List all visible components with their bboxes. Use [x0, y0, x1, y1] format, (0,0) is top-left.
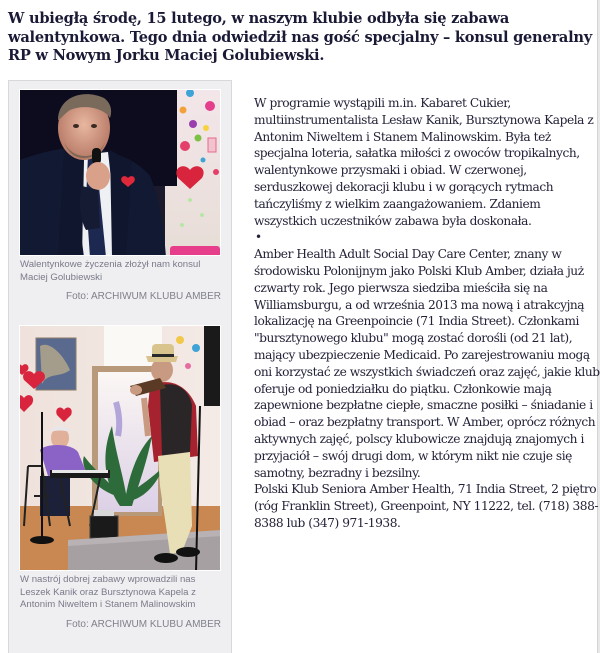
article-lead: W ubiegłą środę, 15 lutego, w naszym klubie odbyła się zabawa walentynkowa. Tego dnia odwiedził nas gość specjalny – konsul generalny RP w Nowym Jorku Maciej Golubiewski.	[8, 10, 592, 64]
article-paragraph-contact: Polski Klub Seniora Amber Health, 71 India Street, 2 piętro (róg Franklin Street), Greenpoint, NY 11222, tel. (718) 388-8388 lub (347) 971-1938.	[254, 482, 599, 530]
article-paragraph-club: Amber Health Adult Social Day Care Center, znany w środowisku Polonijnym jako Polski Klub Amber, działa już czwarty rok. Jego pierwsza siedziba mieściła się na Williamsburgu, a od września 2013 ma nową i atrakcyjną lokalizację na Greenpoincie (71 India Street). Członkami "bursztynowego klubu" mogą zostać dorośli (od 21 lat), mający ubezpieczenie Medicaid. Po zarejestrowaniu mogą oni korzystać ze wszystkich świadczeń oraz zajęć, jakie klub oferuje od poniedziałku do piątku. Członkowie mają zapewnione bezpłatne ciepłe, smaczne posiłki – śniadanie i obiad – oraz bezpłatny transport. W Amber, oprócz różnych aktywnych zajęć, polscy klubowicze znajdują znajomych i przyjaciół – swój drugi dom, w którym nikt nie czuje się samotny, bezradny i bezsilny.	[254, 247, 600, 480]
band-photo-image	[20, 326, 221, 571]
photo-consul[interactable]	[19, 89, 221, 256]
figure-caption: W nastrój dobrej zabawy wprowadzili nas Leszek Kanik oraz Bursztynowa Kapela z Antonim Niweltem i Stanem Malinowskim	[20, 574, 196, 610]
figure-consul	[19, 89, 221, 302]
article-body	[254, 95, 600, 532]
photo-band[interactable]	[19, 325, 221, 571]
figure-band	[19, 325, 221, 630]
photo-credit: Foto: ARCHIWUM KLUBU AMBER	[65, 618, 221, 630]
bullet-separator: •	[255, 230, 262, 245]
photo-credit: Foto: ARCHIWUM KLUBU AMBER	[65, 291, 221, 302]
consul-photo-image	[20, 90, 221, 256]
photo-sidebar	[8, 80, 232, 653]
article-paragraph-program: W programie wystąpili m.in. Kabaret Cukier, multiinstrumentalista Lesław Kanik, Bursztynowa Kapela z Antonim Niweltem i Stanem Malinowskim. Była też specjalna loteria, sałatka miłości z owoców tropikalnych, walentynkowe przysmaki i obiad. W czerwonej, serduszkowej dekoracji klubu i w gorących rytmach tańczyliśmy z wielkim zaangażowaniem. Zdaniem wszystkich uczestników zabawa była doskonała.	[254, 96, 594, 228]
figure-caption: Walentynkowe życzenia złożył nam konsul Maciej Golubiewski	[20, 259, 201, 283]
